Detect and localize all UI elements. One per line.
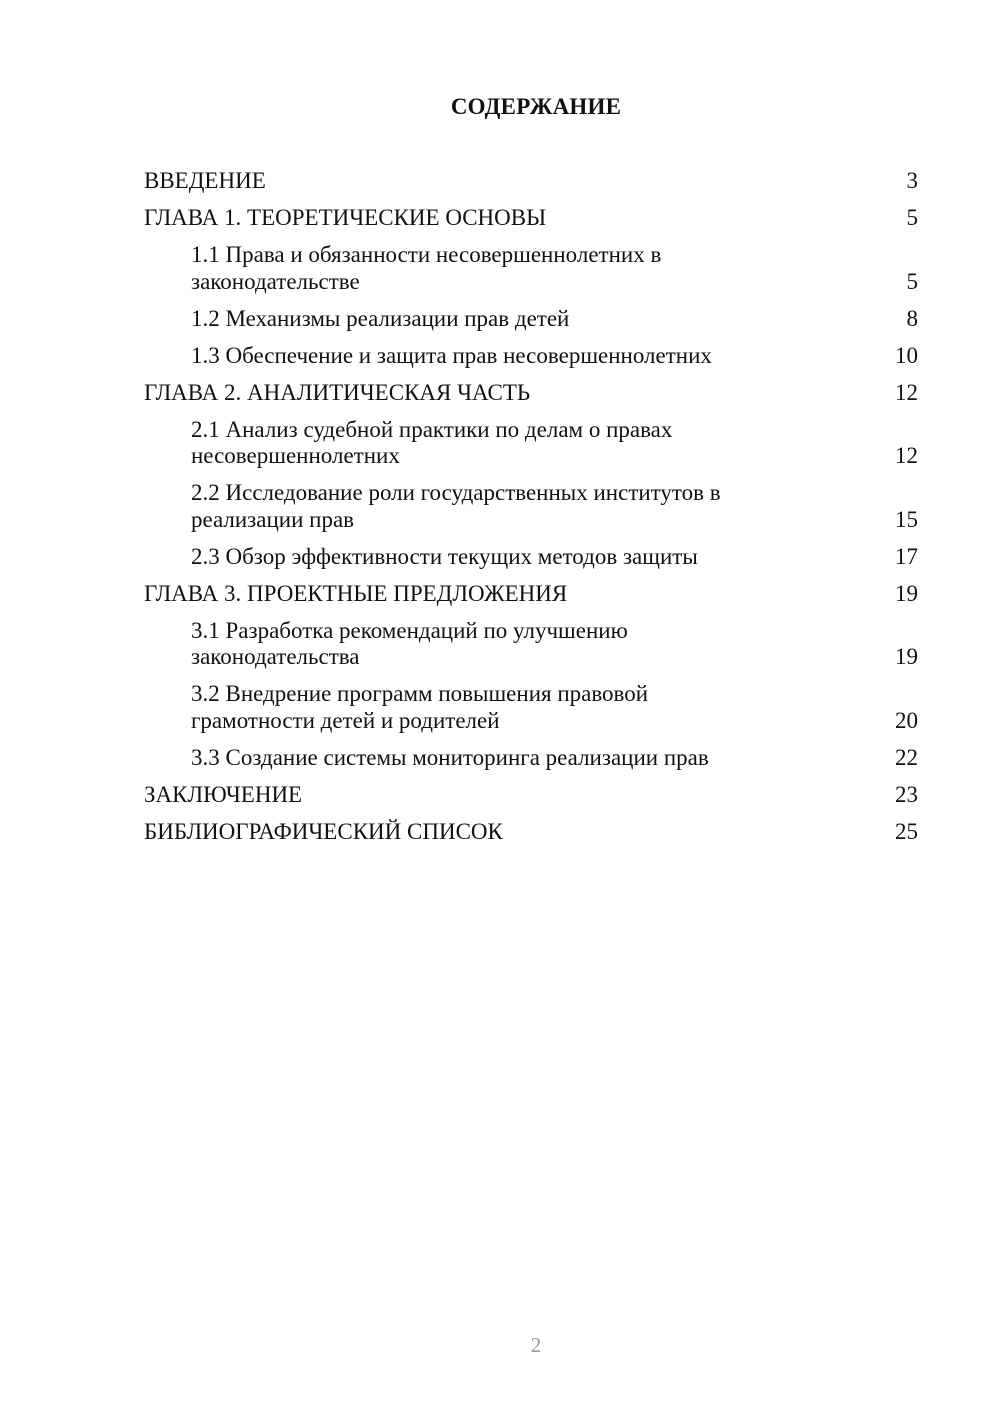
toc-entry-label: ГЛАВА 3. ПРОЕКТНЫЕ ПРЕДЛОЖЕНИЯ: [144, 580, 568, 606]
toc-entry-page: 12: [895, 443, 918, 468]
toc-entry-section-1-2[interactable]: [144, 306, 918, 333]
toc-entry-label: 1.3 Обеспечение и защита прав несовершеннолетних: [191, 342, 712, 368]
page-title: СОДЕРЖАНИЕ: [450, 94, 622, 119]
toc-entry-label: 3.1 Разработка рекомендаций по улучшению законодательства: [191, 617, 628, 669]
toc-entry-label: БИБЛИОГРАФИЧЕСКИЙ СПИСОК: [144, 818, 503, 844]
toc-entry-section-1-3[interactable]: [144, 343, 918, 370]
toc-entry-section-2-2[interactable]: [144, 480, 918, 533]
toc-entry-label: 2.3 Обзор эффективности текущих методов защиты: [191, 543, 698, 569]
toc-entry-page: 22: [895, 744, 918, 770]
toc-entry-chapter-3[interactable]: [144, 581, 918, 608]
toc-entry-label: 2.1 Анализ судебной практики по делам о правах несовершеннолетних: [191, 416, 673, 468]
toc-entry-page: 15: [895, 506, 918, 532]
toc-entry-label: ВВЕДЕНИЕ: [144, 168, 266, 193]
toc-entry-conclusion[interactable]: [144, 782, 918, 809]
page-number: 2: [530, 1333, 542, 1357]
toc-entry-section-2-3[interactable]: [144, 544, 918, 571]
toc-entry-label: 3.3 Создание системы мониторинга реализации прав: [191, 744, 709, 770]
toc-entry-bibliography[interactable]: [144, 819, 918, 846]
toc-entry-page: 19: [895, 644, 918, 669]
toc-entry-section-3-3[interactable]: [144, 745, 918, 772]
toc-entry-page: 23: [895, 781, 918, 807]
toc-entry-page: 12: [895, 379, 918, 405]
toc-entry-label: 3.2 Внедрение программ повышения правовой грамотности детей и родителей: [191, 681, 649, 733]
toc-entry-section-3-1[interactable]: [144, 618, 918, 671]
toc-entry-introduction[interactable]: [144, 168, 918, 195]
table-of-contents: [144, 168, 918, 856]
toc-entry-page: 19: [895, 580, 918, 606]
toc-entry-section-3-2[interactable]: [144, 681, 918, 734]
toc-entry-page: 5: [906, 205, 918, 230]
toc-entry-page: 5: [906, 268, 918, 294]
toc-entry-section-1-1[interactable]: [144, 242, 918, 295]
toc-entry-page: 3: [906, 168, 918, 193]
toc-entry-page: 17: [895, 543, 918, 569]
toc-entry-page: 10: [895, 342, 918, 368]
toc-entry-chapter-2[interactable]: [144, 380, 918, 407]
toc-entry-page: 8: [906, 305, 918, 331]
toc-entry-label: 1.2 Механизмы реализации прав детей: [191, 305, 570, 331]
toc-entry-label: ГЛАВА 2. АНАЛИТИЧЕСКАЯ ЧАСТЬ: [144, 379, 531, 405]
toc-entry-chapter-1[interactable]: [144, 205, 918, 232]
toc-entry-page: 20: [895, 707, 918, 733]
toc-entry-label: ЗАКЛЮЧЕНИЕ: [144, 781, 303, 807]
toc-entry-page: 25: [895, 818, 918, 844]
toc-entry-section-2-1[interactable]: [144, 417, 918, 470]
toc-entry-label: 1.1 Права и обязанности несовершеннолетних в законодательстве: [191, 242, 662, 294]
toc-entry-label: ГЛАВА 1. ТЕОРЕТИЧЕСКИЕ ОСНОВЫ: [144, 205, 547, 230]
toc-entry-label: 2.2 Исследование роли государственных институтов в реализации прав: [191, 480, 721, 532]
